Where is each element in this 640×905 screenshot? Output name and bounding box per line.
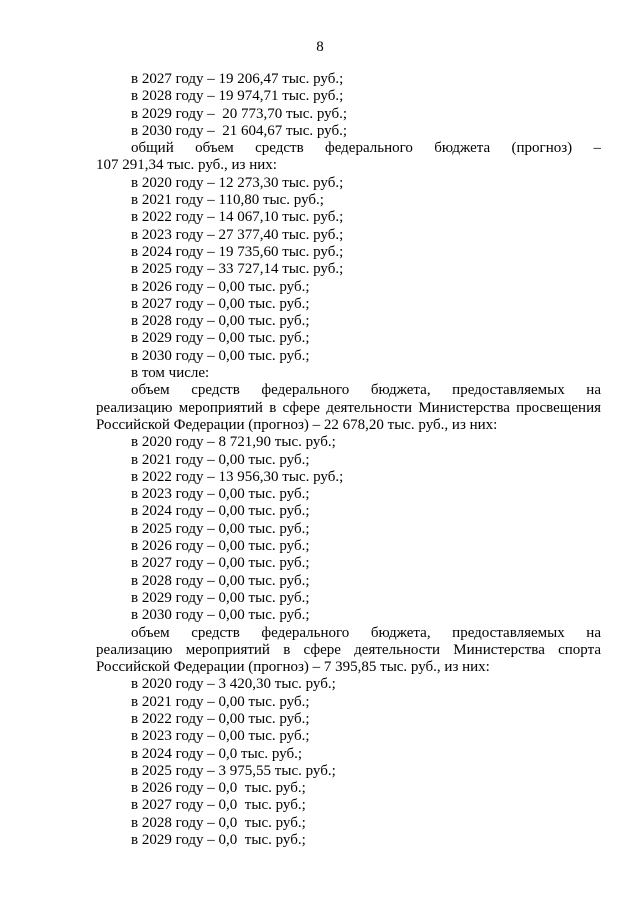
text-line: в 2027 году – 0,00 тыс. руб.; <box>131 555 310 572</box>
text-line: в 2025 году – 0,00 тыс. руб.; <box>131 520 310 537</box>
text-line: в 2020 году – 8 721,90 тыс. руб.; <box>131 434 336 451</box>
text-line: в 2029 году – 20 773,70 тыс. руб.; <box>131 105 348 122</box>
text-line: в 2026 году – 0,00 тыс. руб.; <box>131 278 310 295</box>
text-line: общий объем средств федерального бюджета (прогноз) – <box>131 140 601 157</box>
text-line: реализацию мероприятий в сфере деятельности Министерства просвещения <box>96 399 601 416</box>
text-line: в 2026 году – 0,00 тыс. руб.; <box>131 538 310 555</box>
text-line: в 2021 году – 0,00 тыс. руб.; <box>131 693 310 710</box>
text-line: в 2028 году – 0,00 тыс. руб.; <box>131 572 310 589</box>
text-line: Российской Федерации (прогноз) – 7 395,85 тыс. руб., из них: <box>96 659 490 676</box>
text-line: в 2027 году – 19 206,47 тыс. руб.; <box>131 71 344 87</box>
text-line: в 2023 году – 0,00 тыс. руб.; <box>131 486 310 503</box>
text-line: объем средств федерального бюджета, предоставляемых на <box>131 382 601 399</box>
text-line: в 2024 году – 0,00 тыс. руб.; <box>131 503 310 520</box>
text-line: Российской Федерации (прогноз) – 22 678,20 тыс. руб., из них: <box>96 416 498 433</box>
text-line: в 2021 году – 0,00 тыс. руб.; <box>131 451 310 468</box>
text-line: в 2028 году – 0,00 тыс. руб.; <box>131 313 310 330</box>
text-line: в том числе: <box>131 365 210 382</box>
text-line: в 2027 году – 0,00 тыс. руб.; <box>131 295 310 312</box>
text-line: в 2029 году – 0,0 тыс. руб.; <box>131 832 306 849</box>
text-line: в 2027 году – 0,0 тыс. руб.; <box>131 797 306 814</box>
text-line: в 2026 году – 0,0 тыс. руб.; <box>131 780 306 797</box>
text-line: в 2030 году – 0,00 тыс. руб.; <box>131 347 310 364</box>
page-number: 8 <box>316 39 324 55</box>
text-line: в 2030 году – 21 604,67 тыс. руб.; <box>131 122 348 139</box>
text-line: в 2030 году – 0,00 тыс. руб.; <box>131 607 310 624</box>
document-body <box>96 71 601 849</box>
text-line: объем средств федерального бюджета, предоставляемых на <box>131 624 601 641</box>
text-line: в 2020 году – 12 273,30 тыс. руб.; <box>131 174 344 191</box>
text-line: в 2020 году – 3 420,30 тыс. руб.; <box>131 676 336 693</box>
text-line: реализацию мероприятий в сфере деятельности Министерства спорта <box>96 641 601 658</box>
text-line: в 2025 году – 3 975,55 тыс. руб.; <box>131 762 336 779</box>
text-line: 107 291,34 тыс. руб., из них: <box>96 157 277 174</box>
text-line: в 2029 году – 0,00 тыс. руб.; <box>131 589 310 606</box>
text-line: в 2024 году – 0,0 тыс. руб.; <box>131 745 303 762</box>
text-line: в 2024 году – 19 735,60 тыс. руб.; <box>131 243 344 260</box>
text-line: в 2023 году – 0,00 тыс. руб.; <box>131 728 310 745</box>
text-line: в 2023 году – 27 377,40 тыс. руб.; <box>131 226 344 243</box>
text-line: в 2028 году – 19 974,71 тыс. руб.; <box>131 88 344 105</box>
text-line: в 2025 году – 33 727,14 тыс. руб.; <box>131 261 344 278</box>
text-line: в 2022 году – 0,00 тыс. руб.; <box>131 710 310 727</box>
text-line: в 2022 году – 14 067,10 тыс. руб.; <box>131 209 344 226</box>
text-line: в 2021 году – 110,80 тыс. руб.; <box>131 192 324 209</box>
text-line: в 2029 году – 0,00 тыс. руб.; <box>131 330 310 347</box>
text-line: в 2022 году – 13 956,30 тыс. руб.; <box>131 468 344 485</box>
text-line: в 2028 году – 0,0 тыс. руб.; <box>131 814 306 831</box>
